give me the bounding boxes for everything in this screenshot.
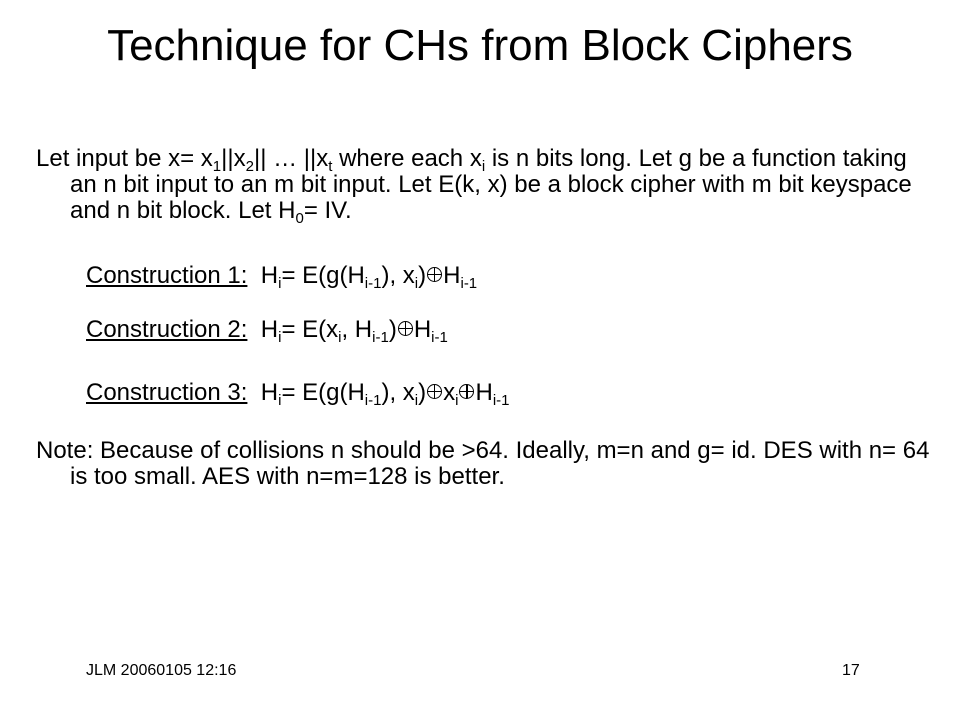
- subscript: i: [338, 329, 342, 346]
- formula-text: = E(g(H: [281, 379, 365, 406]
- formula-text: ), x: [381, 379, 415, 406]
- subscript: i-1: [364, 392, 382, 409]
- note-text: Note: Because of collisions n should be >64. Ideally, m=n and g= id. DES with n= 64 is too small. AES with n=m=128 is better.: [36, 437, 930, 490]
- subscript: 1: [212, 158, 222, 175]
- formula-text: H: [247, 316, 279, 343]
- construction-2: [86, 316, 448, 344]
- slide-title: Technique for CHs from Block Ciphers: [107, 21, 853, 70]
- construction-1: [86, 262, 477, 290]
- subscript: i-1: [431, 329, 448, 346]
- xor-icon: [427, 267, 442, 282]
- subscript: i-1: [492, 392, 510, 409]
- intro-text: is n bits long. Let g be a function taking an n bit input to an m bit input. Let E(k, x) be a block cipher with m bit keyspace and n bit block. Let H: [70, 145, 912, 224]
- subscript: i: [455, 392, 459, 409]
- subscript: i: [414, 275, 419, 292]
- formula-text: = E(x: [281, 316, 339, 343]
- formula-text: ): [388, 316, 397, 343]
- intro-text: || … ||x: [253, 145, 329, 172]
- construction-3: [86, 379, 510, 407]
- subscript: i-1: [460, 275, 478, 292]
- subscript: i: [278, 275, 282, 292]
- footer-date: JLM 20060105 12:16: [86, 662, 237, 679]
- intro-text: ||x: [221, 145, 246, 172]
- formula-text: x: [443, 379, 456, 406]
- formula-text: H: [443, 262, 461, 289]
- subscript: i: [278, 392, 282, 409]
- xor-icon: [427, 384, 442, 399]
- page-number: 17: [842, 662, 860, 679]
- formula-text: ): [418, 262, 427, 289]
- construction-label: Construction 2:: [86, 316, 248, 343]
- formula-text: ), x: [381, 262, 415, 289]
- xor-icon: [459, 384, 474, 399]
- intro-paragraph: [36, 145, 936, 227]
- note-paragraph: [36, 438, 936, 490]
- xor-icon: [398, 321, 413, 336]
- subscript: i: [278, 329, 282, 346]
- formula-text: = E(g(H: [281, 262, 365, 289]
- formula-text: , H: [341, 316, 373, 343]
- formula-text: H: [413, 316, 432, 343]
- intro-text: Let input be x= x: [36, 145, 213, 172]
- subscript: 2: [245, 158, 254, 175]
- intro-text: where each x: [332, 145, 482, 172]
- subscript: i-1: [364, 275, 382, 292]
- construction-label: Construction 3:: [86, 379, 248, 406]
- subscript: t: [328, 158, 333, 175]
- intro-text: = IV.: [303, 197, 352, 224]
- subscript: 0: [295, 210, 304, 227]
- formula-text: H: [475, 379, 493, 406]
- subscript: i-1: [372, 329, 389, 346]
- formula-text: H: [247, 379, 279, 406]
- construction-label: Construction 1:: [86, 262, 248, 289]
- formula-text: ): [418, 379, 427, 406]
- formula-text: H: [247, 262, 279, 289]
- subscript: i: [481, 158, 486, 175]
- subscript: i: [414, 392, 419, 409]
